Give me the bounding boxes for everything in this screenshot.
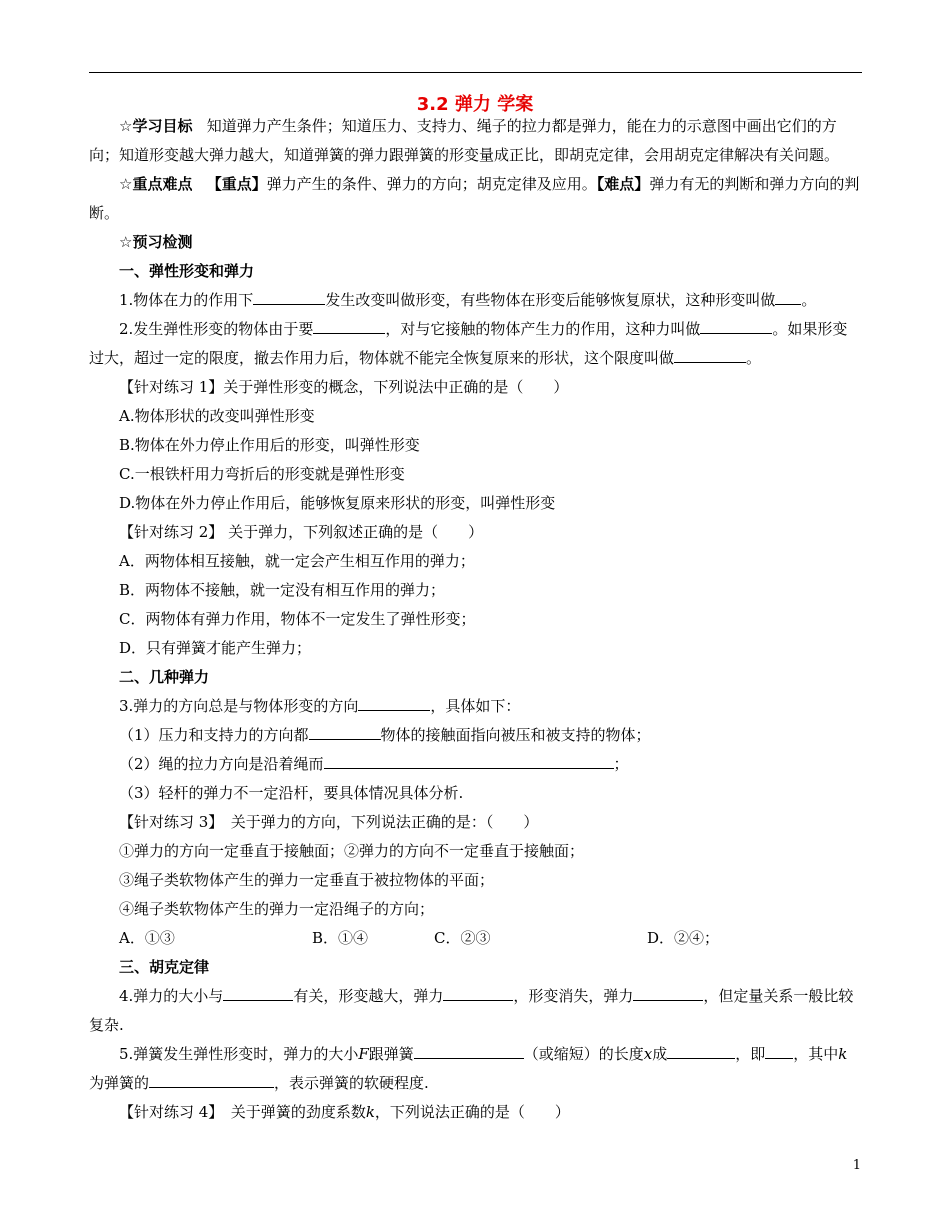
exercise-1-option-d: D.物体在外力停止作用后，能够恢复原来形状的形变，叫弹性形变 — [119, 494, 556, 512]
key-points — [89, 170, 862, 228]
q5-text-g: 为弹簧的 — [89, 1074, 150, 1092]
exercise-3-statement-2: ③绳子类软物体产生的弹力一定垂直于被拉物体的平面； — [119, 871, 495, 889]
q3-text-b: ，具体如下： — [430, 697, 521, 715]
q4-text-b: 有关，形变越大，弹力 — [293, 987, 444, 1005]
exercise-3: 【针对练习 3】 关于弹力的方向，下列说法正确的是：（ ） — [119, 813, 539, 831]
q5-text-f: ，其中 — [793, 1045, 839, 1063]
q4-text-d: ，但定量关系一般比较复杂. — [89, 987, 854, 1034]
answer-blank[interactable] — [223, 985, 293, 1001]
q5-text-c: （或缩短）的长度 — [523, 1045, 644, 1063]
q3-1-text-a: （1）压力和支持力的方向都 — [119, 726, 309, 744]
answer-blank[interactable] — [253, 289, 325, 305]
symbol-k: k — [365, 1103, 375, 1121]
answer-blank[interactable] — [309, 724, 381, 740]
option-b: B．①④ — [312, 929, 369, 947]
q2-text-c: 。如果形变过大，超过一定的限度，撤去作用力后，物体就不能完全恢复原来的形状，这个限度叫做 — [89, 320, 848, 367]
q3-text-a: 3.弹力的方向总是与物体形变的方向 — [119, 697, 359, 715]
exercise-3-options — [89, 924, 862, 953]
exercise-1-option-b: B.物体在外力停止作用后的形变，叫弹性形变 — [119, 436, 420, 454]
answer-blank[interactable] — [149, 1072, 274, 1088]
exercise-2: 【针对练习 2】 关于弹力，下列叙述正确的是（ ） — [119, 523, 484, 541]
question-5 — [89, 1040, 862, 1098]
ex4-text-b: ，下列说法正确的是（ ） — [374, 1103, 570, 1121]
answer-blank[interactable] — [443, 985, 513, 1001]
goals-text: 知道弹力产生条件；知道压力、支持力、绳子的拉力都是弹力，能在力的示意图中画出它们的方向；知道形变越大弹力越大，知道弹簧的弹力跟弹簧的形变量成正比，即胡克定律，会用胡克定律解决有关问题。 — [89, 117, 840, 164]
q5-text-h: ，表示弹簧的软硬程度. — [274, 1074, 429, 1092]
answer-blank[interactable] — [324, 753, 614, 769]
q2-text-d: 。 — [746, 349, 762, 367]
question-3-item-1 — [89, 721, 862, 750]
page-number: 1 — [852, 1158, 861, 1173]
exercise-3-statement-3: ④绳子类软物体产生的弹力一定沿绳子的方向； — [119, 900, 435, 918]
answer-blank[interactable] — [700, 318, 772, 334]
section-heading-3: 三、胡克定律 — [119, 958, 210, 976]
goals-label: ☆学习目标 — [119, 117, 193, 135]
q5-text-a: 5.弹簧发生弹性形变时，弹力的大小 — [119, 1045, 359, 1063]
document-body — [89, 112, 862, 1127]
q5-text-e: ，即 — [735, 1045, 766, 1063]
answer-blank[interactable] — [765, 1043, 793, 1059]
answer-blank[interactable] — [313, 318, 385, 334]
exercise-2-option-b: B．两物体不接触，就一定没有相互作用的弹力； — [119, 581, 446, 599]
focus-text: 弹力产生的条件、弹力的方向；胡克定律及应用。 — [266, 175, 597, 193]
q3-1-text-b: 物体的接触面指向被压和被支持的物体； — [380, 726, 651, 744]
q4-text-c: ，形变消失，弹力 — [513, 987, 634, 1005]
question-3-item-3: （3）轻杆的弹力不一定沿杆，要具体情况具体分析. — [119, 784, 464, 802]
hard-tag: 【难点】 — [596, 175, 650, 193]
exercise-1-option-a: A.物体形状的改变叫弹性形变 — [119, 407, 315, 425]
q3-2-text-b: ； — [613, 755, 629, 773]
answer-blank[interactable] — [633, 985, 703, 1001]
q3-2-text-a: （2）绳的拉力方向是沿着绳而 — [119, 755, 324, 773]
question-1 — [89, 286, 862, 315]
exercise-2-option-a: A．两物体相互接触，就一定会产生相互作用的弹力； — [119, 552, 475, 570]
question-3-item-2 — [89, 750, 862, 779]
exercise-1: 【针对练习 1】关于弹性形变的概念，下列说法中正确的是（ ） — [119, 378, 569, 396]
exercise-4 — [89, 1098, 862, 1127]
header-rule — [89, 72, 862, 73]
exercise-2-option-d: D．只有弹簧才能产生弹力； — [119, 639, 312, 657]
q1-text-b: 发生改变叫做形变，有些物体在形变后能够恢复原状，这种形变叫做 — [325, 291, 776, 309]
q5-text-b: 跟弹簧 — [368, 1045, 414, 1063]
section-heading-2: 二、几种弹力 — [119, 668, 210, 686]
q2-text-a: 2.发生弹性形变的物体由于要 — [119, 320, 314, 338]
q4-text-a: 4.弹力的大小与 — [119, 987, 224, 1005]
learning-goals — [89, 112, 862, 170]
answer-blank[interactable] — [674, 347, 746, 363]
option-c: C．②③ — [434, 929, 491, 947]
answer-blank[interactable] — [667, 1043, 735, 1059]
exercise-2-option-c: C．两物体有弹力作用，物体不一定发生了弹性形变； — [119, 610, 476, 628]
option-d: D．②④； — [647, 929, 720, 947]
option-a: A．①③ — [119, 929, 175, 947]
symbol-f: F — [358, 1045, 369, 1063]
q2-text-b: ，对与它接触的物体产生力的作用，这种力叫做 — [385, 320, 701, 338]
ex4-text-a: 【针对练习 4】 关于弹簧的劲度系数 — [119, 1103, 366, 1121]
hard-text: 弹力有无的判断和弹力方向的判断。 — [89, 175, 860, 222]
focus-tag: 【重点】 — [206, 175, 267, 193]
question-2 — [89, 315, 862, 373]
q1-text-a: 1.物体在力的作用下 — [119, 291, 254, 309]
symbol-k: k — [838, 1045, 848, 1063]
exercise-1-option-c: C.一根铁杆用力弯折后的形变就是弹性形变 — [119, 465, 405, 483]
exercise-3-statement-1: ①弹力的方向一定垂直于接触面；②弹力的方向不一定垂直于接触面； — [119, 842, 585, 860]
q1-text-c: 。 — [801, 291, 817, 309]
key-label: ☆重点难点 — [119, 175, 193, 193]
answer-blank[interactable] — [414, 1043, 524, 1059]
symbol-x: x — [643, 1045, 653, 1063]
question-3 — [89, 692, 862, 721]
preview-label: ☆预习检测 — [119, 233, 193, 251]
answer-blank[interactable] — [775, 289, 801, 305]
q5-text-d: 成 — [652, 1045, 668, 1063]
answer-blank[interactable] — [358, 695, 430, 711]
page-title: 3.2 弹力 学案 — [416, 94, 534, 115]
question-4 — [89, 982, 862, 1040]
section-heading-1: 一、弹性形变和弹力 — [119, 262, 255, 280]
